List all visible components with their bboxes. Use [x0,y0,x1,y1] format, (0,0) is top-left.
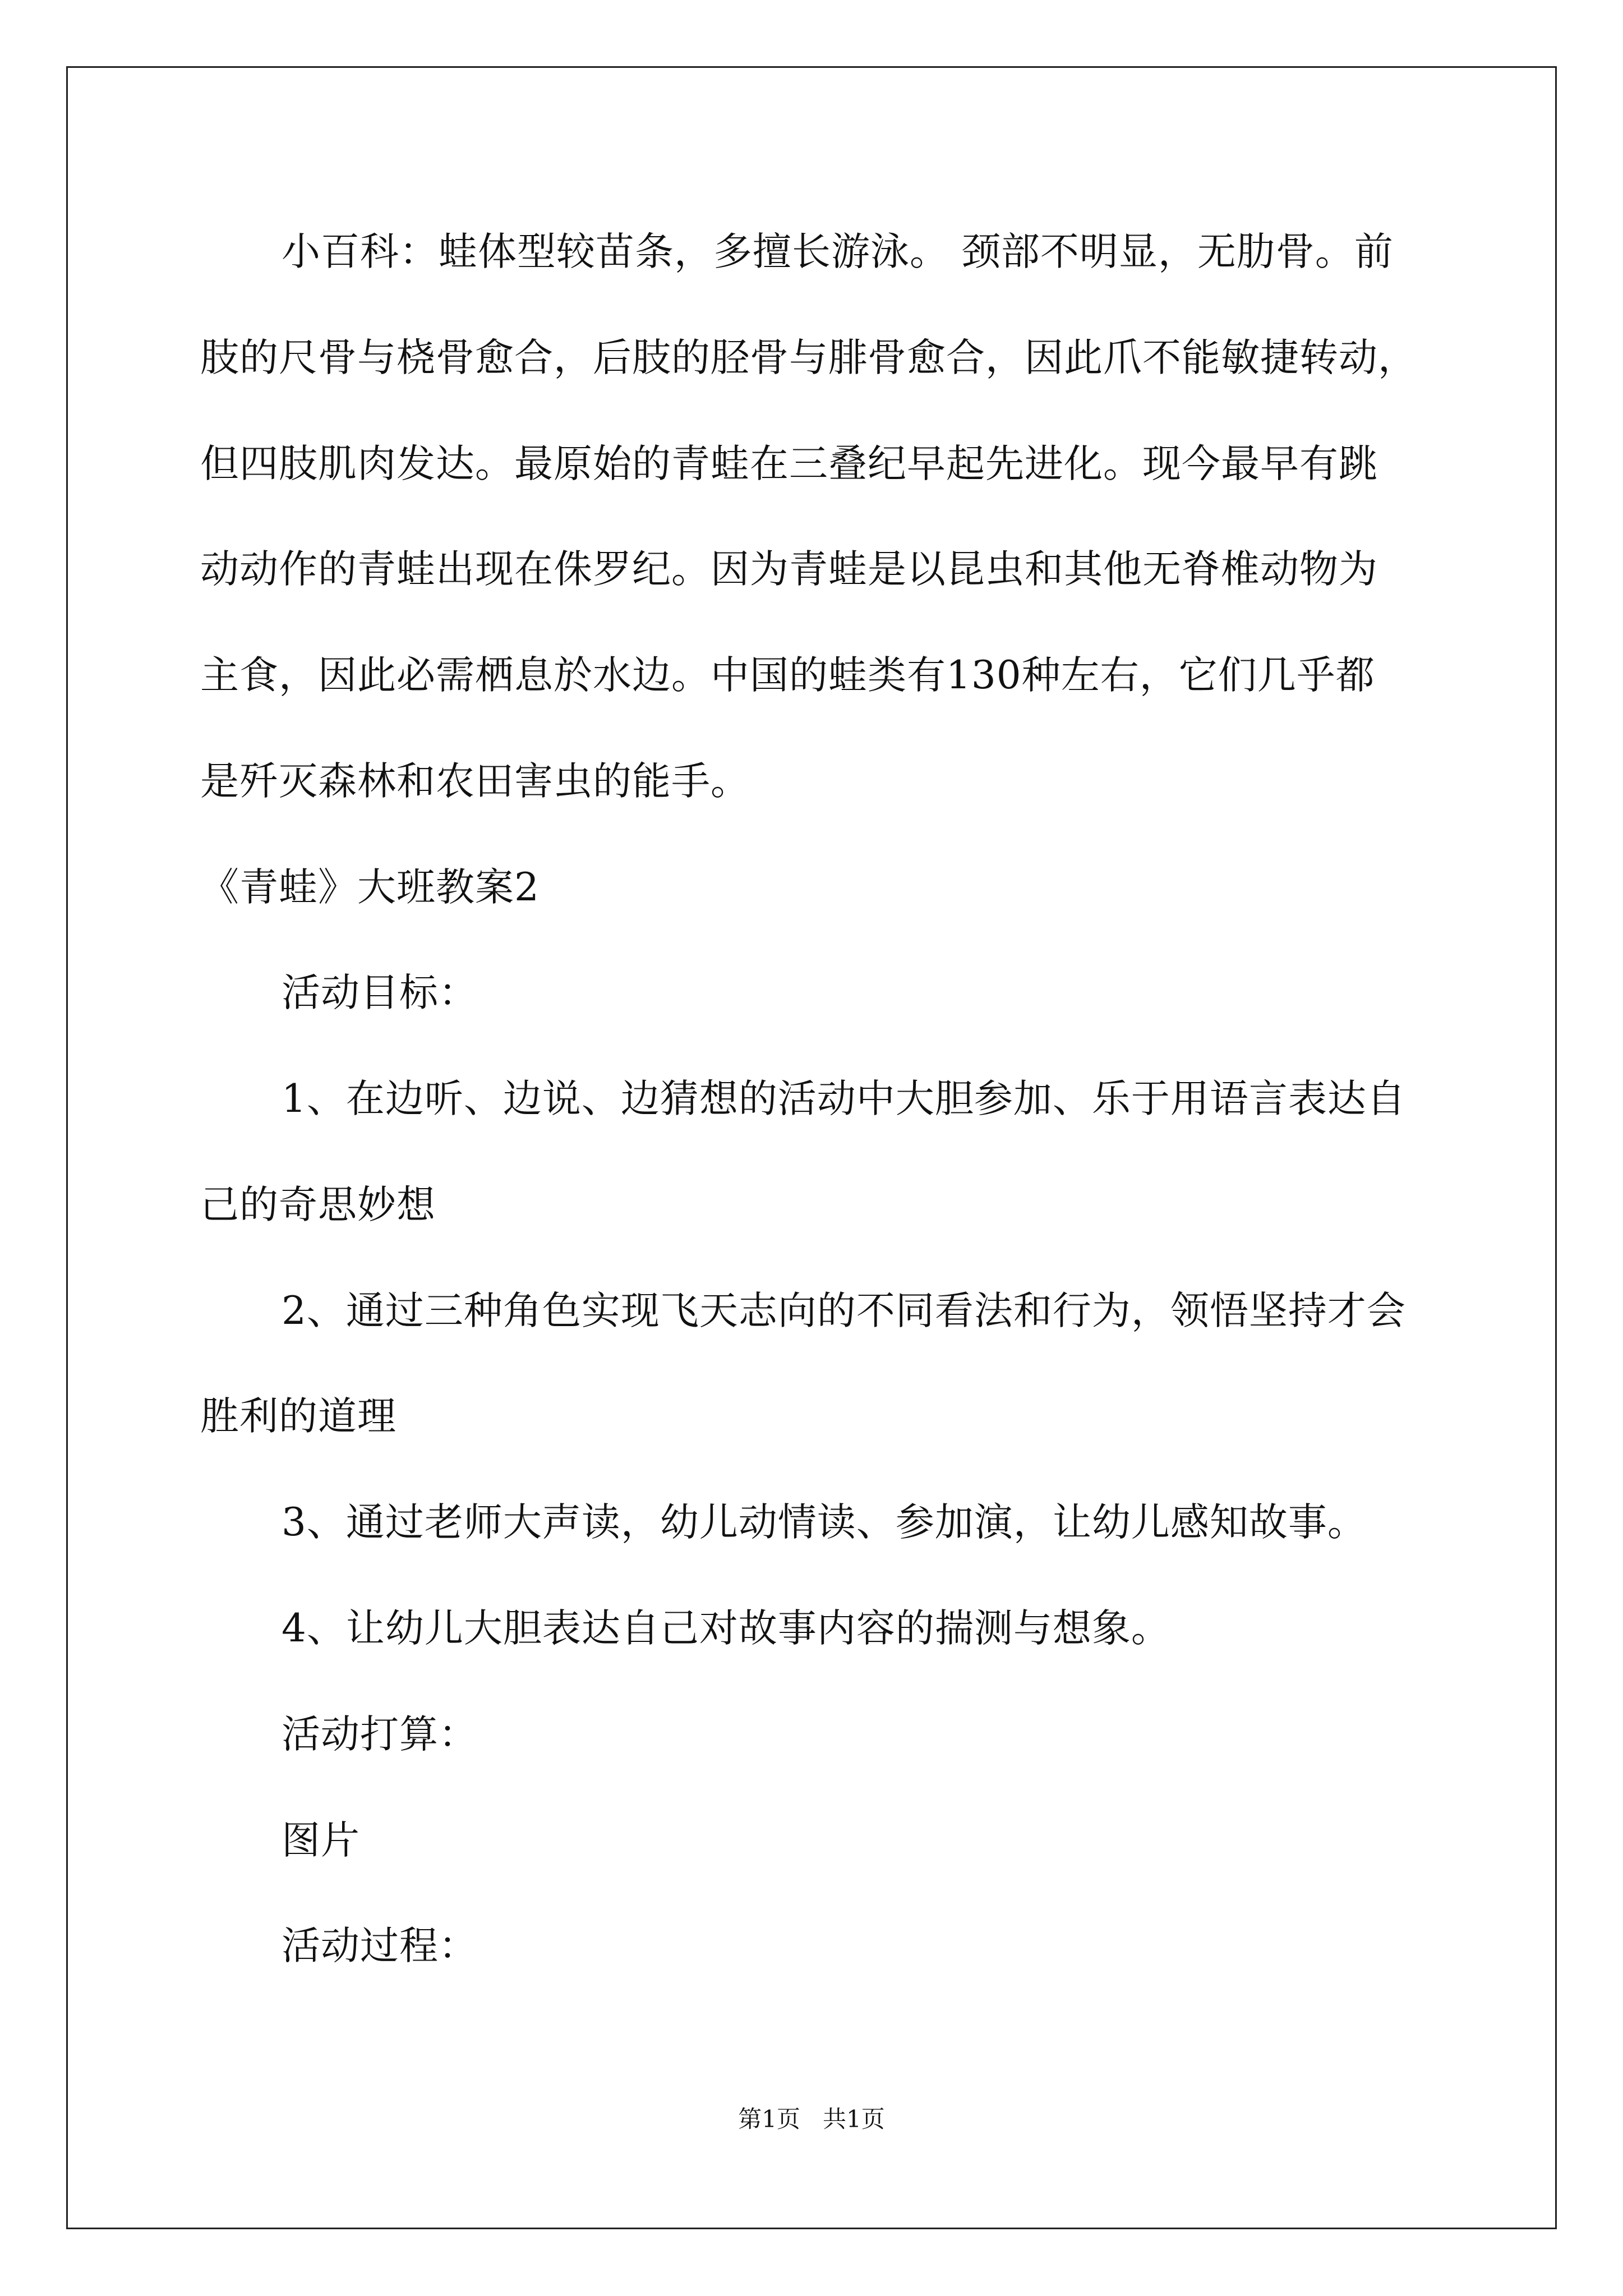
goal-item-4: 4、让幼儿大胆表达自己对故事内容的揣测与想象。 [282,1606,1170,1651]
body-text-line: 主食，因此必需栖息於水边。中国的蛙类有130种左右，它们几乎都 [200,653,1375,698]
body-text-line: 但四肢肌肉发达。最原始的青蛙在三叠纪早起先进化。现今最早有跳 [200,441,1378,486]
goal-item-2-continued: 胜利的道理 [200,1394,396,1439]
goal-item-3: 3、通过老师大声读，幼儿动情读、参加演，让幼儿感知故事。 [282,1500,1367,1545]
body-text-line: 小百科：蛙体型较苗条，多擅长游泳。 颈部不明显，无肋骨。前 [282,229,1394,274]
body-text-line: 动动作的青蛙出现在侏罗纪。因为青蛙是以昆虫和其他无脊椎动物为 [200,547,1378,592]
preparation-item: 图片 [282,1818,360,1863]
body-text-line: 是歼灭森林和农田害虫的能手。 [200,759,750,804]
goal-item-1-continued: 己的奇思妙想 [200,1182,436,1227]
body-text-line: 肢的尺骨与桡骨愈合，后肢的胫骨与腓骨愈合，因此爪不能敏捷转动， [200,335,1417,380]
goals-heading: 活动目标： [282,970,478,1015]
preparation-heading: 活动打算： [282,1712,478,1757]
goal-item-1: 1、在边听、边说、边猜想的活动中大胆参加、乐于用语言表达自 [282,1076,1406,1121]
goal-item-2: 2、通过三种角色实现飞天志向的不同看法和行为，领悟坚持才会 [282,1289,1406,1333]
page-footer: 第1页 共1页 [738,2105,885,2133]
page-frame [66,66,1557,2229]
section-title: 《青蛙》大班教案2 [200,865,540,910]
process-heading: 活动过程： [282,1924,478,1968]
